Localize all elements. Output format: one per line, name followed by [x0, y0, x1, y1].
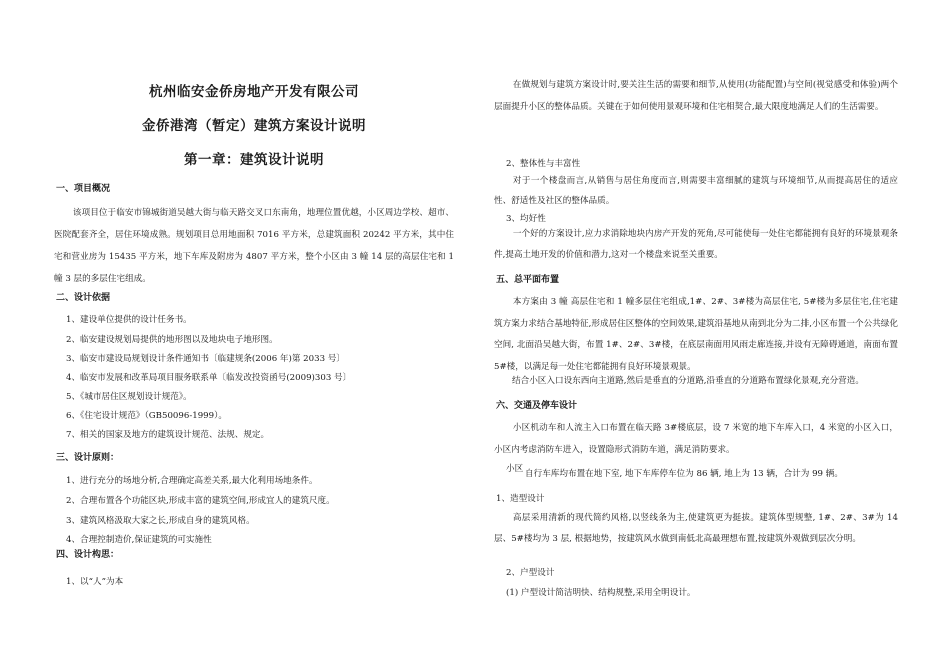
list-item: 1、建设单位提供的设计任务书。: [66, 315, 192, 325]
section-heading: 二、设计依据: [56, 293, 111, 303]
section-heading: 五、总平面布置: [496, 275, 560, 285]
paragraph: 小区机动车和人流主入口布置在临天路 3#楼底层，设 7 米宽的地下车库入口，4 米宽的小区入口，小区内考虑消防车进入，设置隐形式消防车道，满足消防要求。: [494, 423, 898, 455]
paragraph-lead: 小区: [506, 464, 524, 474]
list-item: 5、《城市居住区规划设计规范》。: [66, 392, 192, 402]
section-heading: 一、项目概况: [56, 184, 111, 194]
list-item: 7、相关的国家及地方的建筑设计规范、法规、规定。: [66, 430, 270, 440]
subheading: 2、户型设计: [506, 568, 555, 578]
section-heading: 六、交通及停车设计: [496, 401, 578, 411]
list-item: 6、《住宅设计规范》（GB50096-1999）。: [66, 411, 227, 421]
company-name: 杭州临安金侨房地产开发有限公司: [149, 84, 359, 100]
section-heading: 四、设计构思：: [56, 550, 120, 560]
list-item: 1、以“人”为本: [66, 577, 124, 587]
list-item: 2、临安建设规划局提供的地形图以及地块电子地形图。: [66, 335, 278, 345]
paragraph: 高层采用清新的现代简约风格,以竖线条为主,使建筑更为挺拔。建筑体型规整, 1#、2#、3#为 14 层、5#楼均为 3 层, 根据地势，按建筑风水做到南低北高最理想布置,按建筑外观做到层次分明。: [494, 513, 898, 544]
section-heading: 三、设计原则：: [56, 453, 120, 463]
paragraph: 本方案由 3 幢 高层住宅和 1 幢多层住宅组成,1#、2#、3#楼为高层住宅, 5#楼为多层住宅,住宅建筑方案力求结合基地特征,形成居住区整体的空间效果,建筑沿基地从南到北分为二排,小区布置一个公共绿化空间, 北面沿吴越大街，布置 1#、2#、3#楼，在底层南面用风雨走廊连接,并设有无障碍通道，南面布置 5#楼，以满足每一处住宅都能拥有良好环境景观景。: [494, 297, 898, 372]
list-item: 1、进行充分的场地分析,合理确定高差关系,最大化利用场地条件。: [66, 476, 318, 486]
document-title: 金侨港湾（暂定）建筑方案设计说明: [142, 118, 366, 134]
subheading: 1、造型设计: [496, 494, 545, 504]
subheading: 2、整体性与丰富性: [506, 159, 581, 169]
paragraph: (1) 户型设计简洁明快、结构规整,采用全明设计。: [506, 588, 696, 598]
paragraph: 对于一个楼盘而言,从销售与居住角度而言,则需要丰富细腻的建筑与环境细节,从而提高居住的适应性、舒适性及社区的整体品质。: [494, 176, 898, 206]
list-item: 2、合理布置各个功能区块,形成丰富的建筑空间,形成宜人的建筑尺度。: [66, 496, 335, 506]
list-item: 3、建筑风格汲取大家之长,形成自身的建筑风格。: [66, 516, 255, 526]
list-item: 4、合理控制造价,保证建筑的可实施性: [66, 535, 212, 545]
list-item: 4、临安市发展和改革局项目服务联系单〔临发改投资函号(2009)303 号〕: [66, 373, 352, 383]
list-item: 3、临安市建设局规划设计条件通知书〔临建规条(2006 年)第 2033 号〕: [66, 354, 345, 364]
paragraph: 在做规划与建筑方案设计时,要关注生活的需要和细节,从使用(功能配置)与空间(视觉感受和体验)两个层面提升小区的整体品质。关键在于如何使用景观环境和住宅相契合,最大限度地满足人们的生活需要。: [494, 80, 898, 112]
subheading: 3、均好性: [506, 214, 546, 224]
chapter-title: 第一章：建筑设计说明: [184, 152, 324, 168]
paragraph: 一个好的方案设计,应力求消除地块内房产开发的死角,尽可能使每一处住宅都能拥有良好的环境景观条件,提高土地开发的价值和潜力,这对一个楼盘来说至关重要。: [494, 229, 898, 260]
paragraph: 自行车库均布置在地下室, 地下车库停车位为 86 辆, 地上为 13 辆，合计为 99 辆。: [525, 469, 843, 479]
project-overview-text: 该项目位于临安市锦城街道吴越大街与临天路交叉口东南角，地理位置优越，小区周边学校、超市、医院配套齐全，居住环境成熟。规划项目总用地面积 7016 平方米，总建筑面积 20242 平方米，其中住宅和营业房为 15435 平方米，地下车库及附房为 4807 平方米，整个小区由 3 幢 14 层的高层住宅和 1 幢 3 层的多层住宅组成。: [54, 208, 454, 284]
paragraph: 结合小区入口设东西向主道路,然后是垂直的分道路,沿垂直的分道路布置绿化景观,充分营造。: [512, 376, 864, 386]
